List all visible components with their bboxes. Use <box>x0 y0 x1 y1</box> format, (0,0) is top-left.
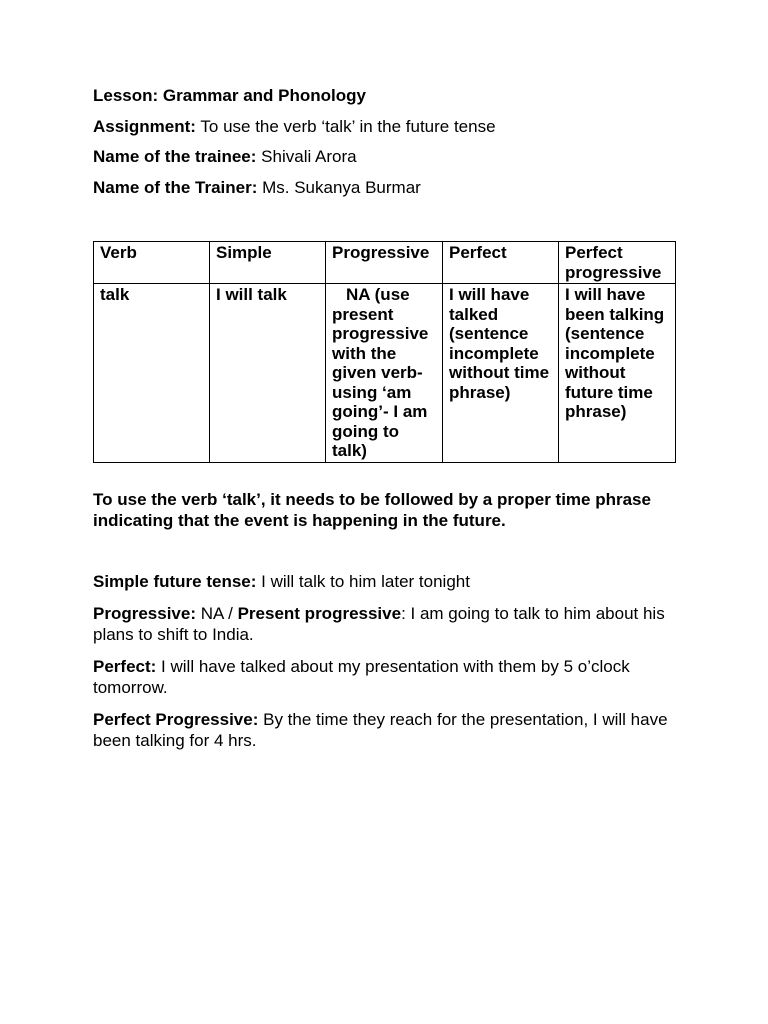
example-present-progressive-label: Present progressive <box>237 603 402 623</box>
example-perfect-progressive-label: Perfect Progressive: <box>93 709 259 729</box>
usage-note: To use the verb ‘talk’, it needs to be followed by a proper time phrase indicating that the event is happening in the future. <box>93 490 651 530</box>
assignment-line <box>93 117 683 137</box>
example-sentences <box>93 571 683 762</box>
assignment-label: Assignment: <box>93 116 196 136</box>
cell-perfect-progressive: I will have been talking (sentence incomplete without future time phrase) <box>559 284 676 463</box>
document-header <box>93 86 683 198</box>
example-simple-value: I will talk to him later tonight <box>261 572 470 591</box>
tense-table <box>93 241 676 463</box>
trainee-line <box>93 147 683 167</box>
lesson-line <box>93 86 683 106</box>
cell-progressive: NA (use present progressive with the given verb- using ‘am going’- I am going to talk) <box>326 284 443 463</box>
assignment-value: To use the verb ‘talk’ in the future tense <box>200 116 496 136</box>
example-progressive <box>93 603 683 646</box>
example-simple <box>93 571 683 593</box>
header-cell-simple: Simple <box>210 242 326 284</box>
header-cell-verb: Verb <box>94 242 210 284</box>
header-cell-perfect-progressive: Perfect progressive <box>559 242 676 284</box>
table-row <box>94 284 676 463</box>
trainer-label: Name of the Trainer: <box>93 177 258 197</box>
cell-perfect: I will have talked (sentence incomplete without time phrase) <box>443 284 559 463</box>
example-perfect <box>93 656 683 699</box>
header-cell-perfect: Perfect <box>443 242 559 284</box>
example-perfect-progressive-value: By the time they reach for the presentation, I will have been talking for 4 hrs. <box>93 709 668 750</box>
example-present-progressive-value: : I am going to talk to him about his plans to shift to India. <box>93 603 665 644</box>
example-perfect-progressive <box>93 709 683 752</box>
example-progressive-na: NA / <box>200 603 233 623</box>
table-header-row <box>94 242 676 284</box>
trainee-label: Name of the trainee: <box>93 147 257 166</box>
cell-simple: I will talk <box>210 284 326 463</box>
cell-verb: talk <box>94 284 210 463</box>
header-cell-progressive: Progressive <box>326 242 443 284</box>
example-perfect-label: Perfect: <box>93 656 157 676</box>
lesson-label: Lesson: Grammar and Phonology <box>93 86 366 105</box>
trainee-value: Shivali Arora <box>261 147 357 166</box>
trainer-value: Ms. Sukanya Burmar <box>262 177 421 197</box>
example-progressive-label: Progressive: <box>93 603 196 623</box>
example-perfect-value: I will have talked about my presentation with them by 5 o’clock tomorrow. <box>93 656 630 697</box>
example-simple-label: Simple future tense: <box>93 572 257 591</box>
trainer-line <box>93 178 683 198</box>
